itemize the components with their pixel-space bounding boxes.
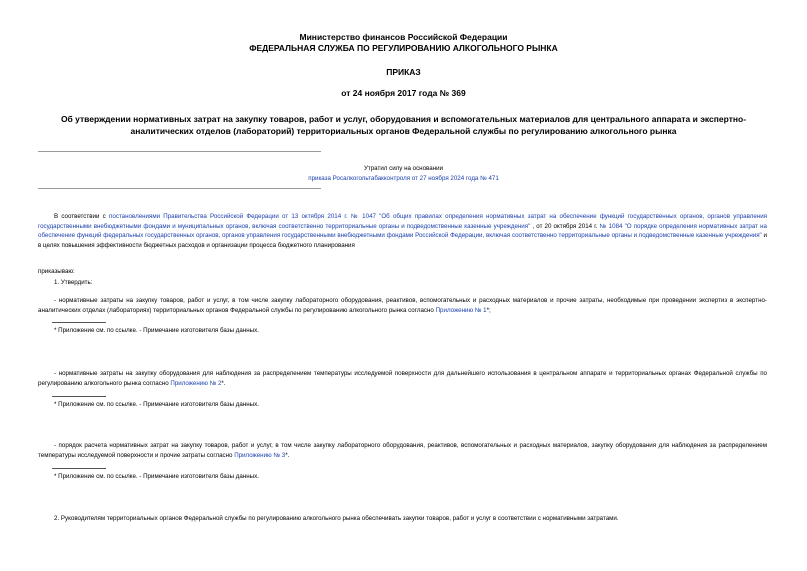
- service-name: ФЕДЕРАЛЬНАЯ СЛУЖБА ПО РЕГУЛИРОВАНИЮ АЛКОГОЛЬНОГО РЫНКА: [249, 43, 558, 53]
- appendix-1-link[interactable]: Приложению № 1: [435, 306, 487, 314]
- item-1-label: 1. Утвердить:: [54, 279, 93, 286]
- status-link-wrap: [0, 174, 807, 184]
- item-2-paragraph: 2. Руководителям территориальных органов Федеральной службы по регулированию алкогольного рынка обеспечивать закупки товаров, работ и услуг в соответствии с нормативными затратами.: [54, 515, 619, 522]
- status-link[interactable]: приказа Росалкогольтабакконтроля от 27 ноября 2024 года № 471: [308, 175, 499, 182]
- divider-bottom: [38, 188, 321, 189]
- document-title-line-1: Об утверждении нормативных затрат на закупку товаров, работ и услуг, оборудования и вспомогательных материалов для центрального аппарата и экспертно-: [60, 114, 747, 124]
- document-type: ПРИКАЗ: [386, 67, 421, 77]
- orders-label: приказываю:: [38, 268, 75, 275]
- document-date-number: от 24 ноября 2017 года № 369: [341, 88, 466, 98]
- divider-top: [38, 151, 321, 152]
- footnote-2: * Приложение см. по ссылке. - Примечание изготовителя базы данных.: [54, 401, 259, 408]
- ministry-name: Министерство финансов Российской Федерации: [299, 32, 508, 42]
- footnote-rule-1: [52, 322, 106, 323]
- footnote-rule-3: [52, 468, 106, 469]
- status-note: Утратил силу на основании: [363, 165, 444, 172]
- item-1-bullet-1: - нормативные затраты на закупку товаров, работ и услуг, в том числе закупку лабораторного оборудования, реактивов, вспомогательных и расходных материалов и прочие затраты, необходимые при проведении экспертиз в экспертно-аналитических отделах (лабораториях) территориальных органов Федеральной службы по регулированию алкогольного рынка согласно Приложению № 1*;: [38, 297, 767, 314]
- preamble-paragraph: В соответствии с постановлениями Правительства Российской Федерации от 13 октября 2014 г. № 1047 "Об общих правилах определения нормативных затрат на обеспечение функций государственных органов, органов управления государственными внебюджетными фондами и муниципальных органов, включая соответственно территориальные органы и подведомственные казенные учреждения" , от 20 октября 2014 г. № 1084 "О порядке определения нормативных затрат на обеспечение функций федеральных государственных органов, органов управления государственными внебюджетными фондами Российской Федерации, включая соответственно территориальные органы и подведомственные казенные учреждения" и в целях повышения эффективности бюджетных расходов и организации процесса бюджетного планирования: [38, 213, 767, 249]
- document-title-line-2: аналитических отделов (лабораторий) территориальных органов Федеральной службы по регулированию алкогольного рынка: [130, 126, 677, 136]
- footnote-1: * Приложение см. по ссылке. - Примечание изготовителя базы данных.: [54, 327, 259, 334]
- footnote-rule-2: [52, 396, 106, 397]
- item-1-bullet-2: - нормативные затраты на закупку оборудования для наблюдения за распределением температуры исследуемой поверхности для дальнейшего использования в центральном аппарате и территориальных органах Федеральной службы по регулированию алкогольного рынка согласно Приложению № 2*.: [38, 370, 767, 387]
- appendix-2-link[interactable]: Приложению № 2: [170, 379, 222, 387]
- appendix-3-link[interactable]: Приложению № 3: [234, 451, 286, 459]
- footnote-3: * Приложение см. по ссылке. - Примечание изготовителя базы данных.: [54, 473, 259, 480]
- preamble-link-1084[interactable]: № 1084 "О порядке определения нормативных затрат на обеспечение функций федеральных государственных органов, органов управления государственными внебюджетными фондами Российской Федерации, включая соответственно территориальные органы и подведомственные казенные учреждения": [38, 222, 767, 239]
- preamble-link-1047[interactable]: постановлениями Правительства Российской Федерации от 13 октября 2014 г. № 1047 "Об общих правилах определения нормативных затрат на обеспечение функций государственных органов, органов управления государственными внебюджетными фондами и муниципальных органов, включая соответственно территориальные органы и подведомственные казенные учреждения": [38, 213, 767, 230]
- item-1-bullet-3: - порядок расчета нормативных затрат на закупку товаров, работ и услуг, в том числе закупку лабораторного оборудования, реактивов, вспомогательных и расходных материалов, закупку оборудования для наблюдения за распределением температуры исследуемой поверхности и прочие затраты согласно Приложению № 3*.: [38, 442, 767, 459]
